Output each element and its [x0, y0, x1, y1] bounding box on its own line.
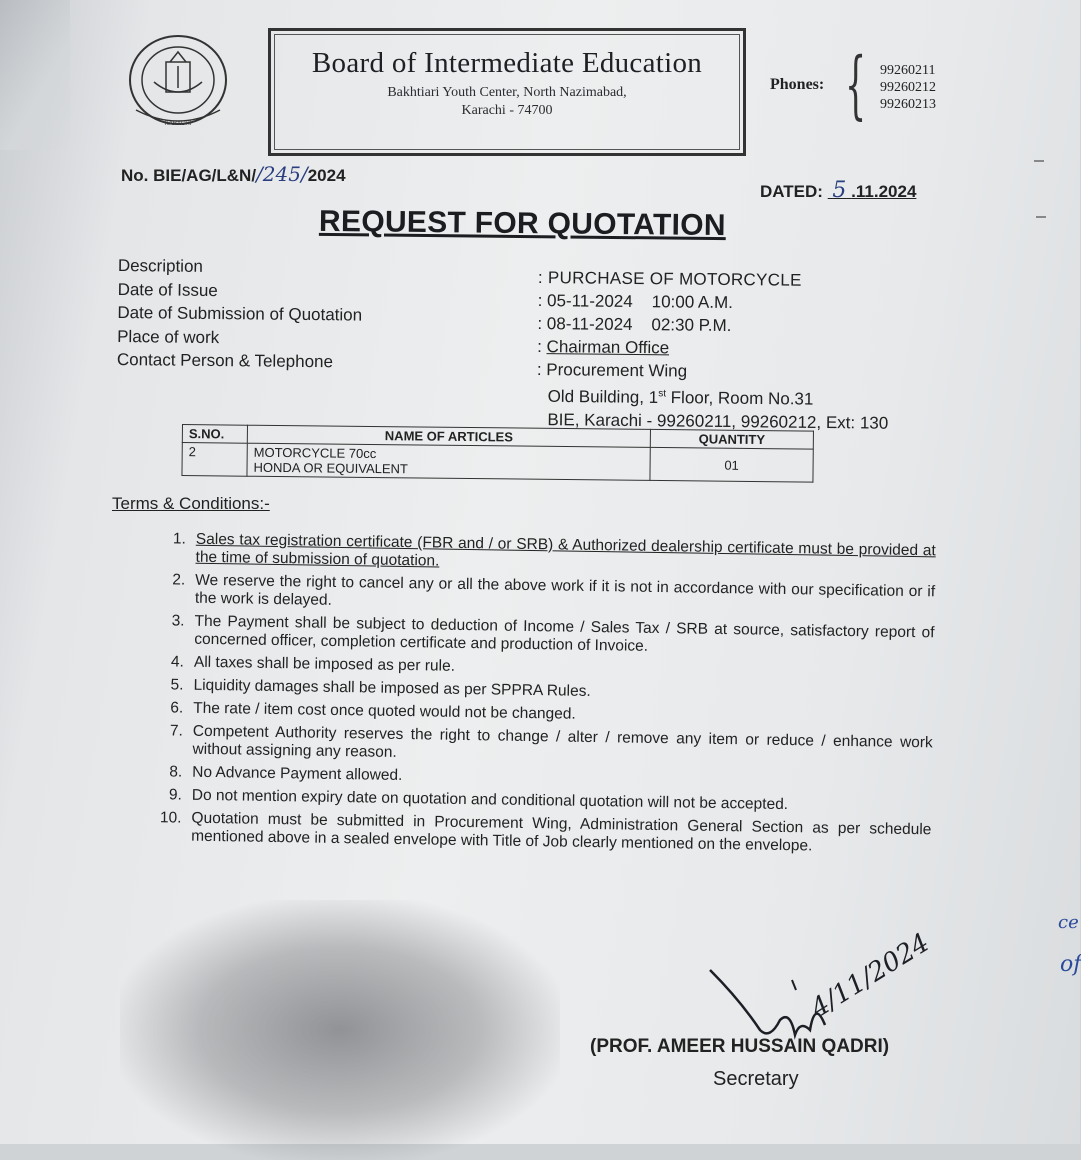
info-values [536, 266, 890, 434]
phones-label: Phones: [770, 76, 825, 93]
info-label: Date of Submission of Quotation [117, 302, 363, 325]
articles-table [181, 424, 814, 483]
reference-suffix: 2024 [307, 166, 346, 185]
term-text: Liquidity damages shall be imposed as per SPPRA Rules. [193, 676, 591, 700]
sno-cell: 2 [182, 443, 247, 477]
colon: : [537, 336, 547, 357]
column-header: NAME OF ARTICLES [247, 425, 650, 447]
phone-number: 99260212 [880, 80, 936, 95]
term-number: 5. [170, 676, 184, 694]
term-number: 4. [170, 653, 185, 671]
terms-list [145, 530, 936, 862]
term-text: The rate / item cost once quoted would not be changed. [193, 699, 576, 723]
description-value: : PURCHASE OF MOTORCYCLE [537, 267, 802, 290]
quantity-cell: 01 [650, 447, 813, 482]
org-name: Board of Intermediate Education [311, 47, 703, 79]
svg-text:KARACHI: KARACHI [164, 121, 192, 127]
column-header: S.NO. [182, 425, 247, 444]
term-number: 6. [170, 699, 184, 717]
dated-label: DATED: [760, 182, 823, 201]
term-text: No Advance Payment allowed. [192, 763, 403, 784]
letterhead-box [268, 28, 746, 156]
article-cell [247, 443, 650, 480]
term-text: The Payment shall be subject to deduction of Income / Sales Tax / SRB at source, satisfactory report of concerned officer, completion certificate and production of Invoice. [194, 612, 935, 655]
bie-seal-icon [126, 32, 230, 132]
address-sup: st [658, 388, 667, 400]
info-label: Place of work [117, 326, 220, 347]
term-number: 8. [169, 763, 183, 781]
term-text: Do not mention expiry date on quotation and conditional quotation will not be accepted. [191, 786, 789, 814]
article-line: HONDA OR EQUIVALENT [253, 459, 408, 477]
dated-value [828, 178, 917, 203]
info-label: Description [117, 255, 204, 276]
term-text: Competent Authority reserves the right to change / alter / remove any item or reduce / enhance work without assigning any reason. [192, 722, 933, 761]
shadow [120, 900, 560, 1160]
colon: : [536, 359, 547, 380]
term-text: Quotation must be submitted in Procurement Wing, Administration General Section as per schedule mentioned above in a sealed envelope with Title of Job clearly mentioned on the envelope. [191, 809, 932, 855]
phone-number: 99260211 [880, 63, 936, 78]
signatory-designation: Secretary [713, 1068, 799, 1090]
date-of-issue-value: : 05-11-2024 10:00 A.M. [537, 290, 734, 313]
term-item [149, 530, 935, 578]
term-number: 10. [159, 809, 182, 827]
table-row [182, 443, 813, 483]
article-line: MOTORCYCLE 70cc [253, 444, 377, 462]
brace-icon: { [845, 42, 867, 128]
contact-person: Procurement Wing [546, 360, 688, 381]
term-item [148, 612, 934, 660]
contact-address-line2: BIE, Karachi - 99260211, 99260212, Ext: 130 [547, 409, 889, 433]
term-text: We reserve the right to cancel any or all the above work if it is not in accordance with our specification or if the work is delayed. [194, 571, 936, 609]
phone-number: 99260213 [880, 97, 936, 112]
term-item [149, 571, 935, 619]
signatory-name: (PROF. AMEER HUSSAIN QADRI) [590, 1036, 890, 1057]
phones-list [880, 62, 936, 113]
term-number: 1. [172, 530, 186, 548]
org-address-line2: Karachi - 74700 [461, 103, 553, 118]
info-labels [117, 254, 363, 374]
org-address-line1: Bakhtiari Youth Center, North Nazimabad, [387, 85, 627, 100]
address-part: Old Building, 1 [547, 386, 659, 407]
info-label: Date of Issue [117, 279, 218, 300]
document-title: REQUEST FOR QUOTATION [318, 204, 727, 243]
margin-mark: of [1060, 952, 1081, 977]
page-curl [0, 0, 70, 150]
term-text: Sales tax registration certificate (FBR and / or SRB) & Authorized dealership certificate must be provided at the time of submission of quotation. [195, 530, 936, 570]
term-number: 3. [171, 612, 185, 630]
place-of-work: Chairman Office [546, 337, 670, 358]
margin-mark: ce [1058, 912, 1079, 933]
dated-day-handwritten: 5 [832, 178, 847, 203]
reference-number [121, 162, 346, 186]
dated [760, 178, 916, 203]
reference-handwritten: /245/ [256, 162, 308, 186]
column-header: QUANTITY [650, 429, 813, 449]
term-number: 2. [172, 571, 186, 589]
edge-mark [1036, 216, 1046, 218]
term-text: All taxes shall be imposed as per rule. [193, 653, 456, 675]
reference-prefix: No. BIE/AG/L&N/ [121, 166, 257, 185]
term-number: 7. [169, 722, 183, 740]
signature-date: 4/11/2024 [805, 927, 935, 1024]
date-of-submission-value: : 08-11-2024 02:30 P.M. [537, 313, 732, 336]
term-item [146, 722, 932, 770]
dated-rest: .11.2024 [851, 182, 917, 201]
contact-address-line1 [537, 381, 889, 411]
edge-mark [1034, 160, 1044, 162]
info-label: Contact Person & Telephone [116, 349, 334, 372]
address-part: Floor, Room No.31 [665, 388, 814, 409]
term-number: 9. [168, 786, 182, 804]
terms-heading: Terms & Conditions:- [112, 494, 270, 513]
term-item [145, 809, 931, 857]
